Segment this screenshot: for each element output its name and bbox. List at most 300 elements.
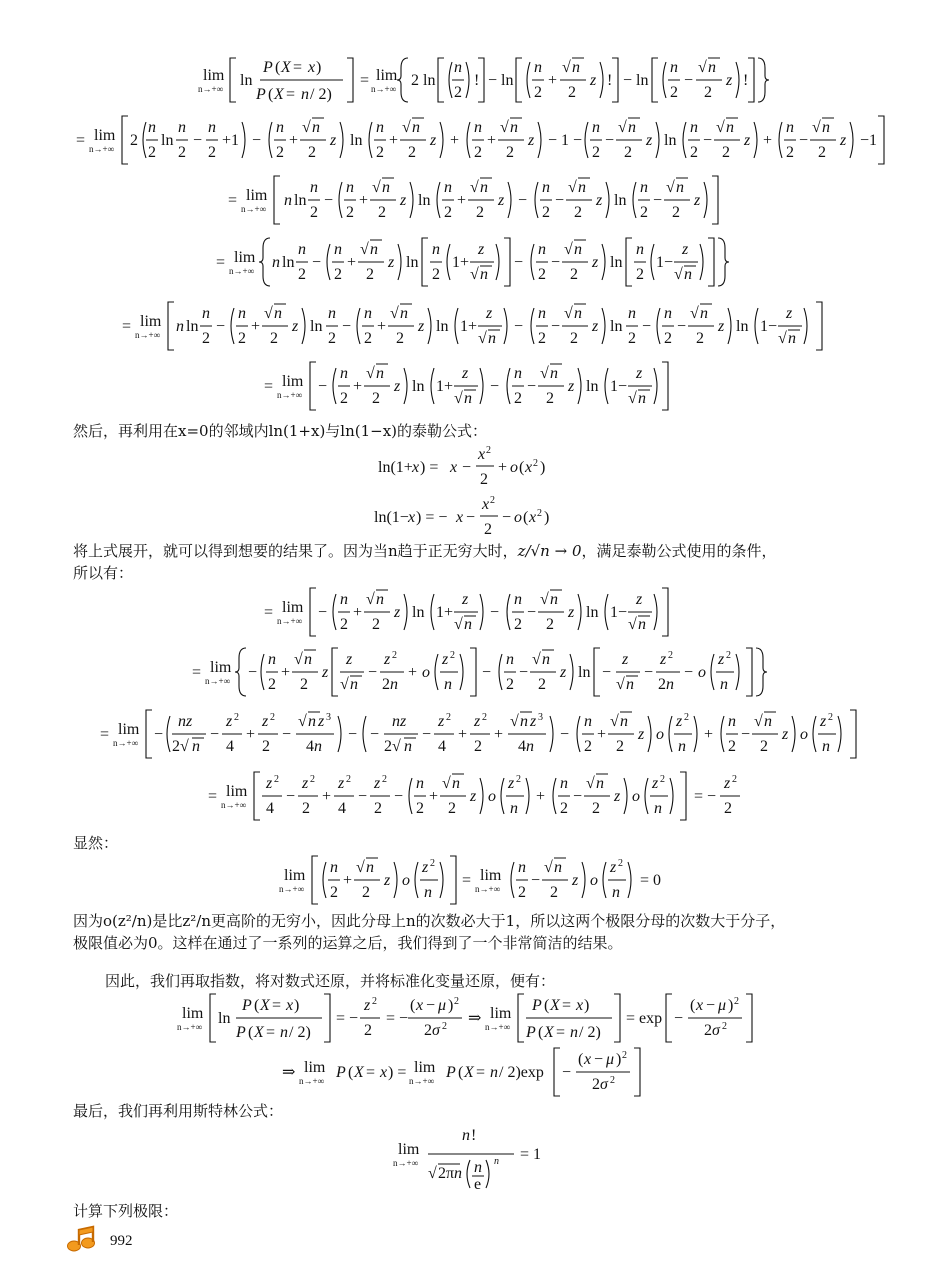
- svg-text:√: √: [294, 651, 303, 668]
- svg-text:z: z: [292, 318, 299, 335]
- svg-text:√: √: [564, 305, 573, 322]
- svg-text:lim: lim: [210, 659, 232, 676]
- svg-text:z: z: [786, 305, 793, 322]
- svg-text:μ: μ: [606, 1051, 615, 1068]
- svg-text:n: n: [574, 241, 582, 258]
- svg-text:z: z: [530, 713, 537, 730]
- svg-text:2: 2: [640, 204, 648, 221]
- svg-text:n: n: [334, 241, 342, 258]
- svg-text:): ): [540, 459, 546, 476]
- svg-text:n: n: [514, 591, 522, 608]
- svg-text:n: n: [340, 591, 348, 608]
- svg-text:1+: 1+: [460, 318, 478, 335]
- svg-text:+: +: [498, 459, 508, 476]
- svg-text:−: −: [252, 132, 262, 149]
- svg-text:n: n: [494, 1156, 499, 1167]
- svg-text:n: n: [720, 676, 728, 693]
- svg-text:2: 2: [722, 144, 730, 161]
- svg-text:2: 2: [340, 390, 348, 407]
- svg-text:n: n: [636, 241, 644, 258]
- svg-text:n: n: [464, 390, 472, 407]
- svg-text:√: √: [510, 713, 519, 730]
- equation-11: [60, 850, 889, 910]
- svg-text:o: o: [402, 872, 410, 889]
- svg-text:=: =: [208, 788, 218, 805]
- svg-text:2: 2: [660, 774, 665, 785]
- svg-text:2: 2: [310, 204, 318, 221]
- svg-text:z: z: [622, 651, 629, 668]
- svg-text:2: 2: [308, 144, 316, 161]
- svg-text:− ln: − ln: [488, 72, 514, 89]
- svg-text:2: 2: [550, 884, 558, 901]
- paragraph-expand: 将上式展开，就可以得到想要的结果了。因为当n趋于正无穷大时，z/√n → 0，满足泰勒公式使用的条件， 所以有：: [73, 542, 777, 582]
- svg-text:z: z: [462, 591, 469, 608]
- svg-text:x: x: [308, 59, 316, 76]
- svg-text:√: √: [442, 775, 451, 792]
- svg-text:2: 2: [658, 676, 666, 693]
- svg-text:−: −: [286, 788, 296, 805]
- svg-text:2: 2: [202, 330, 210, 347]
- svg-text:ln: ln: [586, 604, 599, 621]
- svg-text:2√: 2√: [384, 738, 401, 755]
- svg-text:√: √: [586, 775, 595, 792]
- svg-text:2: 2: [482, 712, 487, 723]
- svg-text:− ln: − ln: [623, 72, 649, 89]
- svg-text:√: √: [470, 179, 479, 196]
- svg-text:2: 2: [734, 996, 739, 1007]
- svg-text:μ: μ: [718, 997, 727, 1014]
- svg-text:n: n: [488, 330, 496, 347]
- svg-text:n: n: [444, 179, 452, 196]
- svg-text:n: n: [308, 713, 316, 730]
- svg-text:−: −: [282, 726, 292, 743]
- equation-taylor-minus: [60, 492, 889, 542]
- svg-text:z: z: [782, 726, 789, 743]
- svg-text:2: 2: [346, 204, 354, 221]
- svg-text:lim: lim: [203, 67, 225, 84]
- svg-text:√: √: [778, 330, 787, 347]
- svg-text:− 1 −: − 1 −: [548, 132, 583, 149]
- svg-text:2: 2: [628, 330, 636, 347]
- svg-text:(: (: [578, 1051, 584, 1068]
- svg-text:√: √: [478, 330, 487, 347]
- svg-text:2: 2: [486, 445, 491, 456]
- svg-text:−: −: [799, 132, 809, 149]
- svg-text:= −: = −: [336, 1010, 359, 1027]
- svg-text:z: z: [498, 192, 505, 209]
- svg-text:lim: lim: [304, 1059, 326, 1076]
- svg-text:/ 2): / 2): [310, 86, 332, 103]
- svg-text:o: o: [422, 664, 430, 681]
- svg-text:n: n: [592, 119, 600, 136]
- svg-text:(: (: [275, 59, 281, 76]
- svg-text:x: x: [576, 997, 584, 1014]
- svg-text:z: z: [462, 365, 469, 382]
- svg-text:√: √: [562, 59, 571, 76]
- svg-text:+: +: [347, 254, 357, 271]
- svg-text:2: 2: [684, 712, 689, 723]
- svg-text:2: 2: [274, 774, 279, 785]
- svg-text:n: n: [670, 59, 678, 76]
- svg-text:x: x: [525, 459, 533, 476]
- svg-text:z: z: [660, 651, 667, 668]
- svg-text:n: n: [424, 884, 432, 901]
- svg-text:√: √: [568, 179, 577, 196]
- svg-text:n: n: [314, 738, 322, 755]
- svg-text:√: √: [610, 713, 619, 730]
- svg-text:n: n: [404, 738, 412, 755]
- svg-text:+1: +1: [222, 132, 240, 149]
- svg-text:z: z: [430, 132, 437, 149]
- svg-text:+: +: [458, 726, 468, 743]
- svg-text:(: (: [268, 86, 274, 103]
- equation-1: [60, 50, 889, 110]
- svg-text:lim: lim: [480, 867, 502, 884]
- svg-text:2: 2: [416, 800, 424, 817]
- svg-text:(: (: [690, 997, 696, 1014]
- svg-text:n: n: [366, 859, 374, 876]
- svg-text:3: 3: [326, 712, 331, 723]
- svg-text:−: −: [653, 192, 663, 209]
- svg-text:+: +: [377, 318, 387, 335]
- equation-8: [60, 642, 889, 702]
- svg-text:2: 2: [444, 204, 452, 221]
- svg-text:n: n: [550, 365, 558, 382]
- svg-text:−: −: [462, 459, 472, 476]
- svg-text:2: 2: [484, 521, 492, 538]
- svg-text:2: 2: [506, 676, 514, 693]
- page-number: 992: [110, 1232, 133, 1249]
- svg-text:o: o: [698, 664, 706, 681]
- svg-text:−: −: [426, 997, 436, 1014]
- svg-text:−: −: [248, 664, 258, 681]
- svg-text:n: n: [382, 179, 390, 196]
- svg-text:=: =: [562, 997, 572, 1014]
- svg-text:2: 2: [346, 774, 351, 785]
- svg-text:2: 2: [376, 144, 384, 161]
- svg-text:lim: lim: [226, 783, 248, 800]
- svg-text:z: z: [384, 872, 391, 889]
- svg-text:(: (: [348, 1064, 354, 1081]
- svg-text:n: n: [700, 305, 708, 322]
- svg-text:n: n: [554, 859, 562, 876]
- svg-text:2: 2: [476, 204, 484, 221]
- svg-text:2: 2: [622, 1050, 627, 1061]
- svg-text:X: X: [550, 997, 560, 1014]
- svg-text:−: −: [677, 318, 687, 335]
- svg-text:=: =: [264, 378, 274, 395]
- svg-text:n: n: [480, 179, 488, 196]
- svg-text:4: 4: [438, 738, 446, 755]
- svg-text:2: 2: [454, 996, 459, 1007]
- svg-text:2: 2: [328, 330, 336, 347]
- svg-text:nz: nz: [178, 713, 193, 730]
- svg-text:2√: 2√: [172, 738, 189, 755]
- svg-text:z: z: [614, 788, 621, 805]
- svg-text:z: z: [322, 664, 329, 681]
- svg-text:−: −: [555, 192, 565, 209]
- svg-text:2: 2: [238, 330, 246, 347]
- svg-text:√: √: [454, 616, 463, 633]
- svg-text:√: √: [564, 241, 573, 258]
- svg-text:4: 4: [226, 738, 234, 755]
- svg-text:−: −: [602, 664, 612, 681]
- svg-text:n: n: [464, 616, 472, 633]
- svg-text:−: −: [193, 132, 203, 149]
- svg-text:z: z: [638, 726, 645, 743]
- svg-text:σ: σ: [600, 1076, 608, 1093]
- svg-text:2: 2: [672, 204, 680, 221]
- svg-text:+: +: [763, 132, 773, 149]
- svg-text:n: n: [346, 179, 354, 196]
- svg-text:2: 2: [704, 1022, 712, 1039]
- svg-text:/ 2): / 2): [579, 1024, 601, 1041]
- svg-text:−: −: [358, 788, 368, 805]
- svg-text:z: z: [636, 591, 643, 608]
- svg-text:ln: ln: [161, 132, 174, 149]
- paragraph-compute: 计算下列极限：: [73, 1202, 179, 1220]
- svg-text:n: n: [626, 676, 634, 693]
- svg-text:z: z: [560, 664, 567, 681]
- svg-text:(: (: [458, 1064, 464, 1081]
- svg-text:2: 2: [382, 676, 390, 693]
- svg-text:X: X: [464, 1064, 474, 1081]
- svg-text:n: n: [400, 305, 408, 322]
- svg-text:−: −: [368, 664, 378, 681]
- svg-text:2: 2: [624, 144, 632, 161]
- svg-text:=: =: [476, 1064, 486, 1081]
- svg-text:2: 2: [728, 738, 736, 755]
- svg-text:n: n: [638, 390, 646, 407]
- svg-text:n: n: [480, 266, 488, 283]
- svg-text:2: 2: [364, 330, 372, 347]
- svg-text:2: 2: [664, 330, 672, 347]
- svg-text:!: !: [743, 72, 749, 89]
- svg-text:n: n: [238, 305, 246, 322]
- svg-text:−1: −1: [860, 132, 878, 149]
- svg-text:n: n: [678, 738, 686, 755]
- svg-text:P: P: [263, 59, 273, 76]
- svg-text:2: 2: [592, 144, 600, 161]
- svg-text:2: 2: [302, 800, 310, 817]
- svg-text:lim: lim: [94, 127, 116, 144]
- svg-text:n: n: [786, 119, 794, 136]
- svg-text:−: −: [551, 254, 561, 271]
- svg-text:√: √: [690, 305, 699, 322]
- svg-text:√: √: [302, 119, 311, 136]
- svg-text:ln: ln: [310, 318, 323, 335]
- svg-text:lim: lim: [414, 1059, 436, 1076]
- svg-text:z: z: [422, 859, 429, 876]
- svg-text:z: z: [302, 775, 309, 792]
- svg-text:) =: ) =: [420, 459, 439, 476]
- svg-text:n: n: [330, 859, 338, 876]
- svg-text:n: n: [684, 266, 692, 283]
- svg-text:ln: ln: [736, 318, 749, 335]
- svg-text:=: =: [228, 192, 238, 209]
- svg-text:2: 2: [514, 616, 522, 633]
- svg-text:+: +: [457, 192, 467, 209]
- svg-text:2: 2: [636, 266, 644, 283]
- svg-text:e: e: [474, 1176, 482, 1193]
- svg-text:−: −: [703, 132, 713, 149]
- svg-text:+: +: [246, 726, 256, 743]
- svg-text:√: √: [666, 179, 675, 196]
- svg-text:n: n: [268, 651, 276, 668]
- svg-text:z: z: [592, 318, 599, 335]
- svg-text:2: 2: [537, 508, 542, 519]
- svg-text:n: n: [416, 775, 424, 792]
- svg-text:√: √: [360, 241, 369, 258]
- svg-text:z: z: [486, 305, 493, 322]
- svg-text:2: 2: [448, 800, 456, 817]
- svg-text:z: z: [384, 651, 391, 668]
- svg-text:2: 2: [732, 774, 737, 785]
- svg-text:n: n: [690, 119, 698, 136]
- svg-text:2: 2: [618, 858, 623, 869]
- svg-text:2: 2: [364, 1022, 372, 1039]
- svg-text:z: z: [726, 72, 733, 89]
- svg-text:n→+∞: n→+∞: [89, 144, 114, 154]
- svg-text:√: √: [298, 713, 307, 730]
- svg-text:2: 2: [382, 774, 387, 785]
- svg-text:√: √: [428, 1165, 437, 1182]
- svg-text:lim: lim: [376, 67, 398, 84]
- svg-text:+: +: [343, 872, 353, 889]
- svg-text:+: +: [704, 726, 714, 743]
- svg-text:−: −: [514, 254, 524, 271]
- svg-text:z: z: [718, 651, 725, 668]
- svg-text:−: −: [642, 318, 652, 335]
- svg-text:ln: ln: [412, 378, 425, 395]
- svg-text:n: n: [310, 179, 318, 196]
- svg-text:=: =: [462, 872, 472, 889]
- svg-text:z: z: [610, 859, 617, 876]
- svg-text:2: 2: [372, 996, 377, 1007]
- svg-text:P: P: [236, 1024, 246, 1041]
- page-footer: [66, 1226, 133, 1256]
- svg-text:n: n: [822, 738, 830, 755]
- svg-text:2: 2: [724, 800, 732, 817]
- svg-text:=: =: [122, 318, 132, 335]
- svg-text:z: z: [568, 604, 575, 621]
- svg-text:o: o: [632, 788, 640, 805]
- svg-text:√: √: [454, 390, 463, 407]
- svg-text:z: z: [330, 132, 337, 149]
- svg-text:= 1: = 1: [520, 1146, 542, 1163]
- svg-text:2: 2: [506, 144, 514, 161]
- svg-text:2: 2: [538, 676, 546, 693]
- svg-text:z: z: [266, 775, 273, 792]
- svg-text:ln(1+: ln(1+: [378, 459, 413, 476]
- svg-text:2: 2: [396, 330, 404, 347]
- svg-text:=: =: [272, 997, 282, 1014]
- svg-text:2: 2: [372, 616, 380, 633]
- svg-text:2: 2: [570, 330, 578, 347]
- svg-text:x: x: [478, 446, 486, 463]
- svg-text:=: =: [100, 726, 110, 743]
- svg-text:−: −: [594, 1051, 604, 1068]
- svg-text:z: z: [474, 713, 481, 730]
- svg-text:ln: ln: [240, 72, 253, 89]
- svg-text:X: X: [281, 59, 291, 76]
- svg-text:n: n: [542, 179, 550, 196]
- svg-text:√: √: [754, 713, 763, 730]
- svg-text:n: n: [284, 192, 292, 209]
- svg-text:+: +: [353, 378, 363, 395]
- svg-text:−: −: [490, 604, 500, 621]
- svg-text:): ): [294, 997, 300, 1014]
- svg-text:n→+∞: n→+∞: [241, 204, 266, 214]
- svg-text:ln: ln: [406, 254, 419, 271]
- svg-text:√: √: [698, 59, 707, 76]
- svg-text:2: 2: [442, 1021, 447, 1032]
- svg-text:−: −: [741, 726, 751, 743]
- svg-text:n→+∞: n→+∞: [475, 884, 500, 894]
- svg-text:−: −: [370, 726, 380, 743]
- svg-text:P: P: [256, 86, 266, 103]
- svg-text:n: n: [822, 119, 830, 136]
- svg-text:lim: lim: [282, 599, 304, 616]
- svg-text:+: +: [429, 788, 439, 805]
- svg-text:2: 2: [148, 144, 156, 161]
- svg-text:−: −: [706, 997, 716, 1014]
- svg-text:n: n: [432, 241, 440, 258]
- svg-text:/ 2)exp: / 2)exp: [499, 1064, 544, 1081]
- svg-text:√: √: [372, 179, 381, 196]
- svg-text:2: 2: [300, 676, 308, 693]
- svg-text:2: 2: [130, 132, 138, 149]
- svg-text:): ): [616, 1051, 622, 1068]
- svg-text:o: o: [514, 509, 522, 526]
- svg-text:n: n: [596, 775, 604, 792]
- svg-text:x: x: [416, 997, 424, 1014]
- svg-text:+: +: [450, 132, 460, 149]
- svg-text:lim: lim: [140, 313, 162, 330]
- svg-text:): ): [316, 59, 322, 76]
- svg-text:2: 2: [570, 266, 578, 283]
- svg-text:ln: ln: [610, 318, 623, 335]
- svg-text:ln: ln: [418, 192, 431, 209]
- svg-text:1+: 1+: [436, 378, 454, 395]
- svg-text:√: √: [402, 119, 411, 136]
- svg-text:√: √: [616, 676, 625, 693]
- svg-text:o: o: [590, 872, 598, 889]
- svg-text:1−: 1−: [610, 378, 628, 395]
- svg-text:√: √: [540, 591, 549, 608]
- svg-text:=: =: [360, 72, 370, 89]
- svg-text:−: −: [562, 1064, 572, 1081]
- svg-text:n: n: [276, 119, 284, 136]
- svg-text:z: z: [840, 132, 847, 149]
- svg-text:2: 2: [592, 800, 600, 817]
- svg-text:−: −: [324, 192, 334, 209]
- svg-text:): ): [448, 997, 454, 1014]
- svg-text:x: x: [584, 1051, 592, 1068]
- svg-text:z: z: [508, 775, 515, 792]
- svg-text:1−: 1−: [610, 604, 628, 621]
- svg-text:z: z: [338, 775, 345, 792]
- svg-text:n→+∞: n→+∞: [135, 330, 160, 340]
- svg-text:2: 2: [262, 738, 270, 755]
- svg-text:−: −: [519, 664, 529, 681]
- svg-text:n: n: [376, 119, 384, 136]
- svg-text:n→+∞: n→+∞: [299, 1076, 324, 1086]
- paragraph-obviously: 显然：: [73, 834, 119, 852]
- svg-text:n: n: [202, 305, 210, 322]
- svg-text:n: n: [708, 59, 716, 76]
- svg-text:P: P: [532, 997, 542, 1014]
